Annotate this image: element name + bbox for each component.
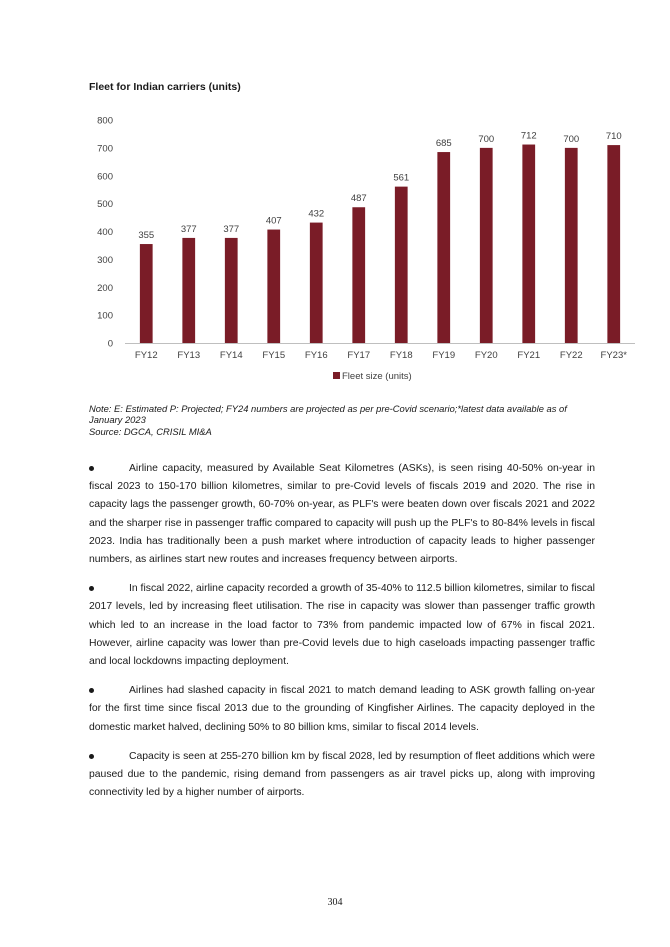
page-number: 304: [327, 897, 343, 908]
x-tick-label: FY14: [219, 350, 243, 361]
fleet-bar-chart: [0, 0, 670, 400]
bar-fy19: [437, 152, 450, 343]
data-label: 561: [393, 172, 410, 184]
bullet-point-icon: [89, 754, 94, 759]
chart-title: Fleet for Indian carriers (units): [89, 81, 241, 93]
y-tick-label: 200: [97, 282, 113, 294]
bullet-text: Airlines had slashed capacity in fiscal 2021 to match demand leading to ASK growth falling on-year for the first time since fiscal 2013 due to the grounding of Kingfisher Airlines. The capacity deployed in the domestic market halved, declining 50% to 80 billion kms, similar to fiscal 2014 levels.: [89, 685, 595, 733]
x-tick-label: FY23*: [600, 350, 627, 361]
data-label: 377: [180, 223, 197, 235]
x-tick-label: FY19: [432, 350, 456, 361]
bullet-point-icon: [89, 688, 94, 693]
data-label: 487: [350, 193, 367, 205]
bar-fy15: [267, 230, 280, 343]
bullet-paragraph: [89, 748, 595, 803]
data-label: 712: [520, 130, 537, 142]
bar-fy21: [522, 145, 535, 343]
data-label: 355: [138, 230, 155, 242]
chart-notes: [89, 403, 599, 437]
x-tick-label: FY13: [177, 350, 201, 361]
bullet-paragraph: [89, 580, 595, 671]
bullet-text: In fiscal 2022, airline capacity recorded a growth of 35-40% to 112.5 billion kilometres, similar to fiscal 2017 levels, led by increasing fleet utilisation. The rise in capacity was slower than passenger traffic growth which led to an increase in the load factor to 73% from pandemic impacted low of 67% in fiscal 2021. However, airline capacity was lower than pre-Covid levels due to high caseloads impacting passenger traffic and local lockdowns impacting deployment.: [89, 583, 595, 668]
x-tick-label: FY20: [474, 350, 498, 361]
chart-note: Note: E: Estimated P: Projected; FY24 numbers are projected as per pre-Covid scenario;*latest data available as of January 2023: [89, 403, 567, 426]
x-tick-label: FY18: [389, 350, 413, 361]
bullet-list: [89, 460, 595, 813]
bar-fy17: [352, 207, 365, 343]
x-tick-label: FY16: [304, 350, 328, 361]
bullet-text: Airline capacity, measured by Available Seat Kilometres (ASKs), is seen rising 40-50% on-year in fiscal 2023 to 150-170 billion kilometres, similar to pre-Covid levels of fiscals 2019 and 2020. The rise in capacity lags the passenger growth, 60-70% on-year, as PLF's were beaten down over fiscals 2021 and 2022 and the sharper rise in passenger traffic compared to capacity will push up the PLF's to 80-84% levels in fiscal 2023. India has traditionally been a push market where introduction of capacity leads to higher passenger numbers, as airlines start new routes and increases frequency between airports.: [89, 463, 595, 566]
y-tick-label: 800: [97, 115, 113, 127]
bar-fy12: [140, 244, 153, 343]
bullet-paragraph: [89, 682, 595, 737]
data-label: 407: [265, 215, 282, 227]
y-tick-label: 700: [97, 143, 113, 155]
legend-label: Fleet size (units): [342, 371, 412, 382]
y-tick-label: 600: [97, 171, 113, 183]
bar-fy16: [310, 223, 323, 343]
bar-fy23: [607, 145, 620, 343]
x-tick-label: FY22: [559, 350, 583, 361]
bar-fy20: [480, 148, 493, 343]
x-tick-label: FY12: [134, 350, 158, 361]
chart-source: Source: DGCA, CRISIL MI&A: [89, 425, 212, 437]
y-tick-label: 300: [97, 254, 113, 266]
y-tick-label: 100: [97, 310, 113, 322]
data-label: 700: [478, 133, 495, 145]
x-tick-label: FY21: [517, 350, 541, 361]
bullet-paragraph: [89, 460, 595, 569]
y-tick-label: 400: [97, 227, 113, 238]
y-tick-label: 500: [97, 199, 113, 211]
data-label: 377: [223, 223, 240, 235]
bullet-text: Capacity is seen at 255-270 billion km by fiscal 2028, led by resumption of fleet additions which were paused due to the pandemic, rising demand from passengers as air travel picks up, along with improving connectivity led by a higher number of airports.: [89, 750, 595, 799]
x-tick-label: FY17: [347, 350, 371, 361]
data-label: 710: [605, 131, 622, 143]
y-tick-label: 0: [107, 338, 113, 350]
bar-fy18: [395, 187, 408, 343]
data-label: 432: [308, 208, 325, 220]
bar-fy22: [565, 148, 578, 343]
bar-fy13: [182, 238, 195, 343]
data-label: 700: [563, 133, 580, 145]
legend-swatch: [333, 372, 340, 379]
bar-fy14: [225, 238, 238, 343]
data-label: 685: [435, 138, 452, 150]
bullet-point-icon: [89, 586, 94, 591]
bullet-point-icon: [89, 466, 94, 471]
x-tick-label: FY15: [262, 350, 286, 361]
